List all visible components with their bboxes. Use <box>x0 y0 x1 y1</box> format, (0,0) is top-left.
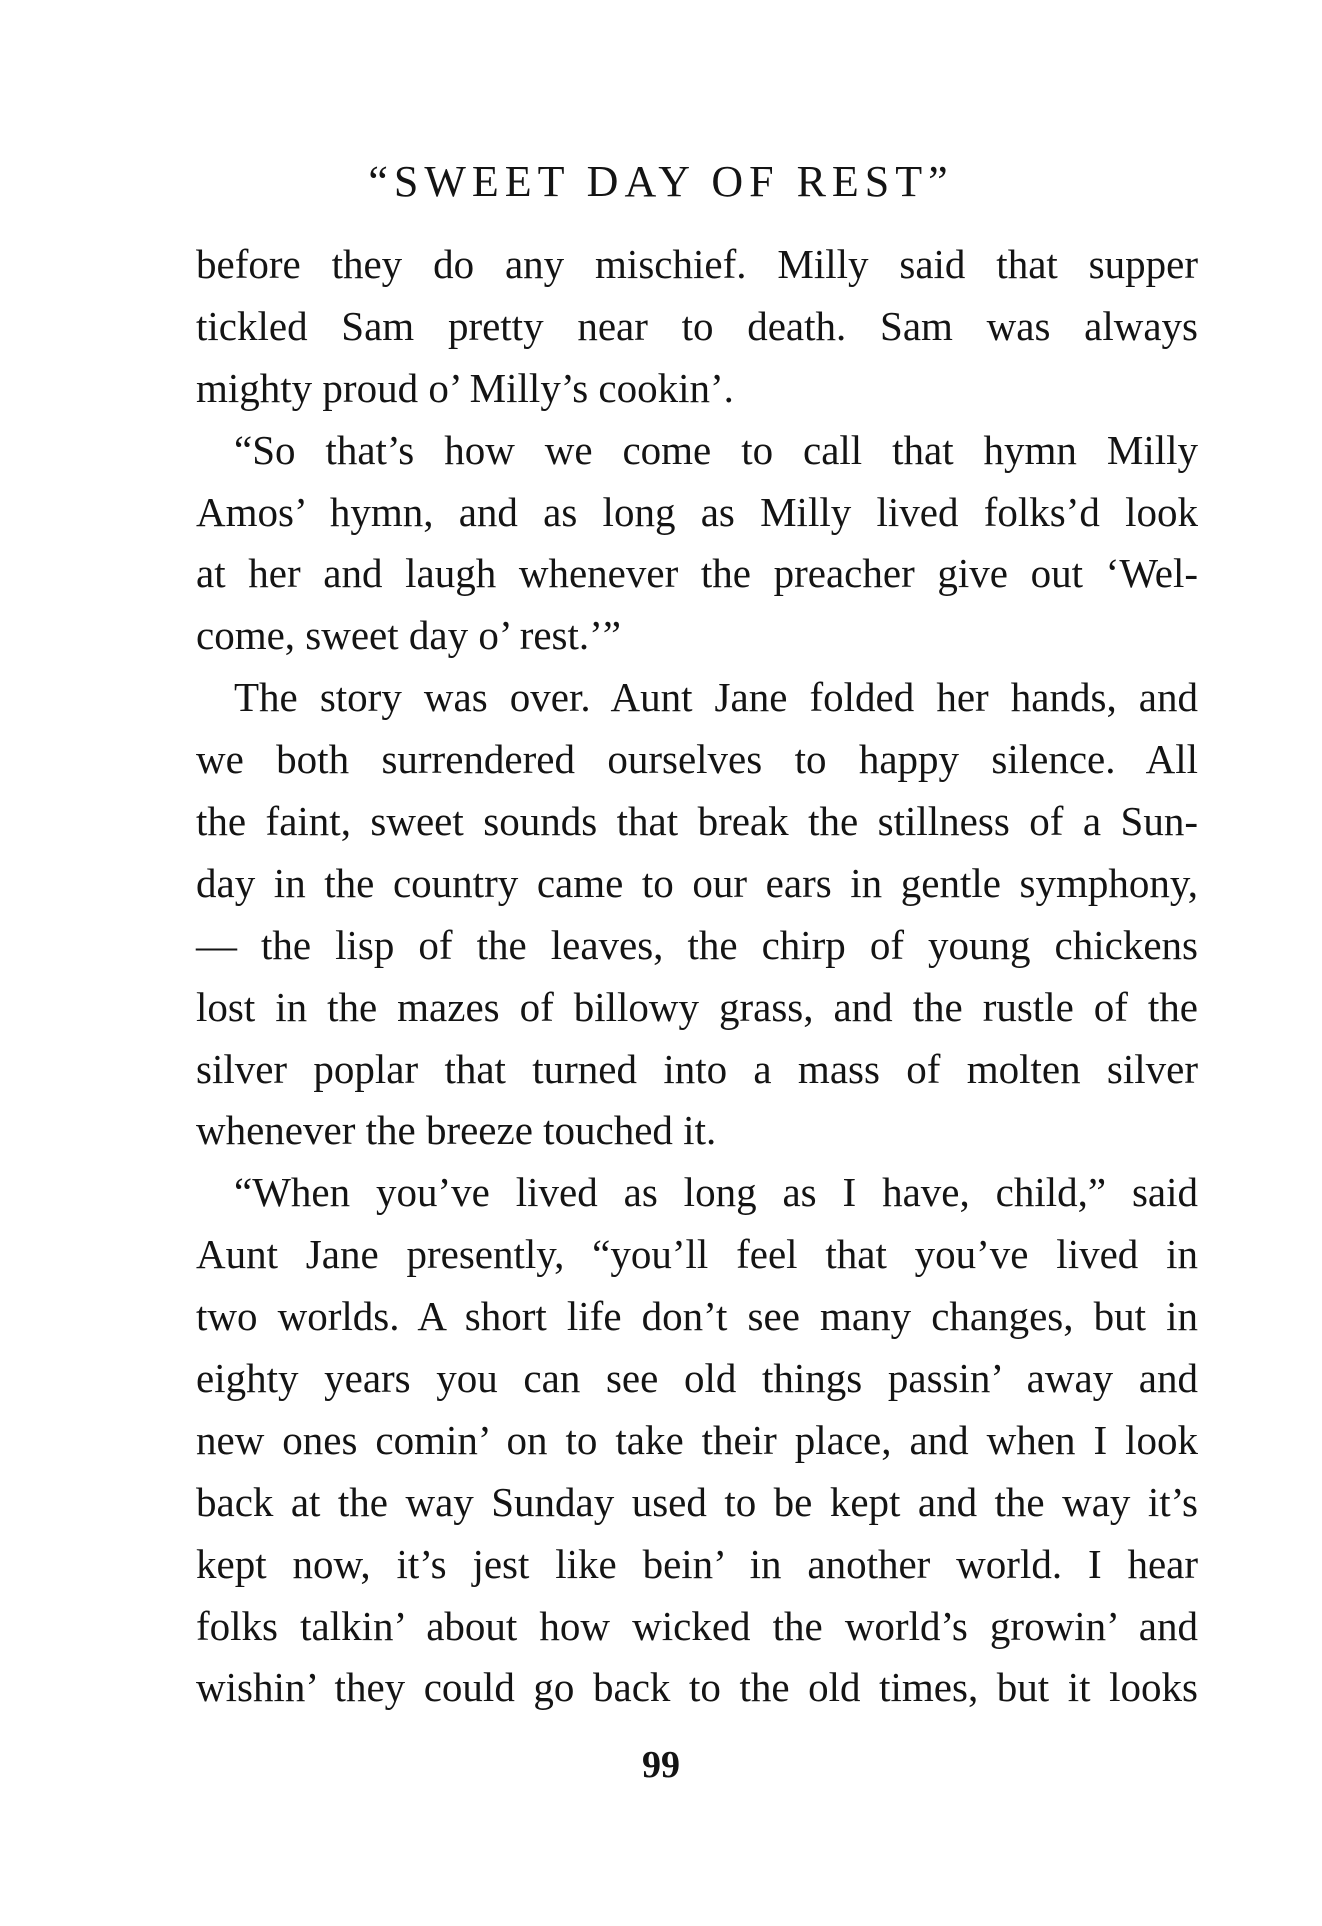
text-line: we both surrendered ourselves to happy silence. All <box>196 736 1198 783</box>
text-line: eighty years you can see old things passin’ away and <box>196 1355 1198 1402</box>
text-line: silver poplar that turned into a mass of molten silver <box>196 1045 1198 1092</box>
text-line: Aunt Jane presently, “you’ll feel that you’ve lived in <box>196 1231 1198 1278</box>
text-line: whenever the breeze touched it. <box>196 1107 717 1154</box>
paragraph <box>196 1162 1198 1719</box>
text-line: Amos’ hymn, and as long as Milly lived folks’d look <box>196 488 1198 535</box>
text-line: at her and laugh whenever the preacher give out ‘Wel- <box>196 550 1198 597</box>
paragraph <box>196 234 1198 420</box>
body-text <box>196 234 1198 1719</box>
text-line: lost in the mazes of billowy grass, and the rustle of the <box>196 983 1198 1030</box>
text-line: The story was over. Aunt Jane folded her hands, and <box>234 674 1198 721</box>
text-line: the faint, sweet sounds that break the stillness of a Sun- <box>196 798 1198 845</box>
text-line: come, sweet day o’ rest.’” <box>196 612 621 659</box>
text-line: folks talkin’ about how wicked the world’s growin’ and <box>196 1602 1198 1649</box>
text-line: kept now, it’s jest like bein’ in another world. I hear <box>196 1540 1198 1587</box>
text-line: new ones comin’ on to take their place, and when I look <box>196 1416 1198 1463</box>
text-line: two worlds. A short life don’t see many changes, but in <box>196 1293 1198 1340</box>
text-line: before they do any mischief. Milly said that supper <box>196 241 1198 287</box>
paragraph <box>196 420 1198 668</box>
text-line: “When you’ve lived as long as I have, child,” said <box>234 1169 1198 1216</box>
text-line: mighty proud o’ Milly’s cookin’. <box>196 364 734 411</box>
text-line: back at the way Sunday used to be kept and the way it’s <box>196 1478 1198 1525</box>
text-line: — the lisp of the leaves, the chirp of young chickens <box>196 921 1198 968</box>
text-line: tickled Sam pretty near to death. Sam was always <box>196 302 1198 349</box>
text-line: day in the country came to our ears in gentle symphony, <box>196 859 1198 906</box>
running-head: “SWEET DAY OF REST” <box>368 157 954 206</box>
page-number: 99 <box>642 1744 680 1786</box>
text-line: wishin’ they could go back to the old times, but it looks <box>196 1664 1198 1711</box>
paragraph <box>196 667 1198 1162</box>
text-line: “So that’s how we come to call that hymn Milly <box>234 426 1198 473</box>
